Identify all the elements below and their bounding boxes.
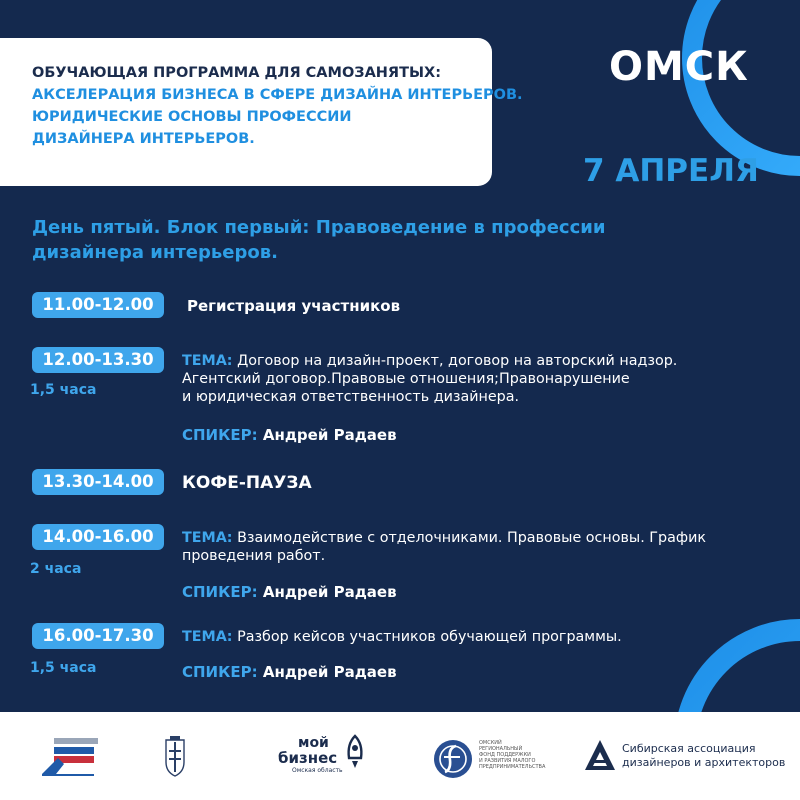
fund-text-line: ФОНД ПОДДЕРЖКИ (479, 752, 531, 758)
slot-duration: 1,5 часа (30, 660, 97, 676)
association-logo-icon (583, 738, 617, 772)
time-badge: 11.00-12.00 (32, 292, 164, 318)
speaker-line (182, 426, 397, 444)
fund-text-line: И РАЗВИТИЯ МАЛОГО (479, 758, 536, 764)
title-line-3: ЮРИДИЧЕСКИЕ ОСНОВЫ ПРОФЕССИИ (32, 109, 352, 125)
speaker-line (182, 583, 397, 601)
national-project-logo (40, 734, 100, 778)
fund-text-line: РЕГИОНАЛЬНЫЙ (479, 746, 523, 752)
partner-logos (0, 712, 800, 800)
speaker-name: Андрей Радаев (257, 426, 397, 444)
moy-biznes-logo (278, 730, 378, 790)
topic-line: и юридическая ответственность дизайнера. (182, 389, 520, 405)
time-badge: 12.00-13.30 (32, 347, 164, 373)
topic-line: Агентский договор.Правовые отношения;Правонарушение (182, 371, 630, 387)
regional-fund-text (479, 740, 545, 770)
association-text (622, 742, 785, 770)
association-line-1: Сибирская ассоциация (622, 742, 756, 755)
speaker-name: Андрей Радаев (257, 583, 397, 601)
speaker-label: СПИКЕР: (182, 426, 258, 444)
slot-title: Регистрация участников (187, 297, 401, 315)
city-name: ОМСК (609, 44, 749, 90)
coat-of-arms-icon (163, 734, 187, 778)
topic-label: ТЕМА: (182, 629, 233, 645)
title-card (0, 38, 523, 186)
speaker-line (182, 663, 397, 681)
topic-line (182, 352, 677, 370)
slot-duration: 2 часа (30, 561, 82, 577)
topic-text: Договор на дизайн-проект, договор на авторский надзор. (232, 353, 678, 369)
title-line-2: АКСЕЛЕРАЦИЯ БИЗНЕСА В СФЕРЕ ДИЗАЙНА ИНТЕРЬЕРОВ. (32, 87, 523, 103)
topic-line (182, 628, 622, 646)
moy-biznes-word-2: бизнес (278, 749, 338, 767)
regional-fund-logo (432, 738, 474, 780)
topic-label: ТЕМА: (182, 353, 233, 369)
moy-biznes-region: Омская область (292, 767, 343, 774)
speaker-label: СПИКЕР: (182, 583, 258, 601)
event-date: 7 АПРЕЛЯ (583, 153, 759, 189)
title-line-1: ОБУЧАЮЩАЯ ПРОГРАММА ДЛЯ САМОЗАНЯТЫХ: (32, 65, 441, 81)
fund-text-line: ОМСКИЙ (479, 740, 502, 746)
time-badge: 13.30-14.00 (32, 469, 164, 495)
association-line-2: дизайнеров и архитекторов (622, 756, 786, 769)
rocket-icon (344, 734, 366, 770)
slot-duration: 1,5 часа (30, 382, 97, 398)
slot-title: КОФЕ-ПАУЗА (182, 473, 312, 493)
speaker-label: СПИКЕР: (182, 663, 258, 681)
topic-line (182, 529, 706, 547)
moy-biznes-word-1: мой (298, 735, 329, 751)
fund-text-line: ПРЕДПРИНИМАТЕЛЬСТВА (479, 764, 546, 770)
time-badge: 14.00-16.00 (32, 524, 164, 550)
title-line-4: ДИЗАЙНЕРА ИНТЕРЬЕРОВ. (32, 131, 255, 147)
topic-label: ТЕМА: (182, 530, 233, 546)
topic-text: Взаимодействие с отделочниками. Правовые основы. График (232, 530, 707, 546)
day-heading-line-1: День пятый. Блок первый: Правоведение в профессии (32, 217, 606, 238)
topic-line: проведения работ. (182, 548, 326, 564)
topic-text: Разбор кейсов участников обучающей программы. (232, 629, 622, 645)
time-badge: 16.00-17.30 (32, 623, 164, 649)
speaker-name: Андрей Радаев (257, 663, 397, 681)
day-heading-line-2: дизайнера интерьеров. (32, 242, 278, 263)
